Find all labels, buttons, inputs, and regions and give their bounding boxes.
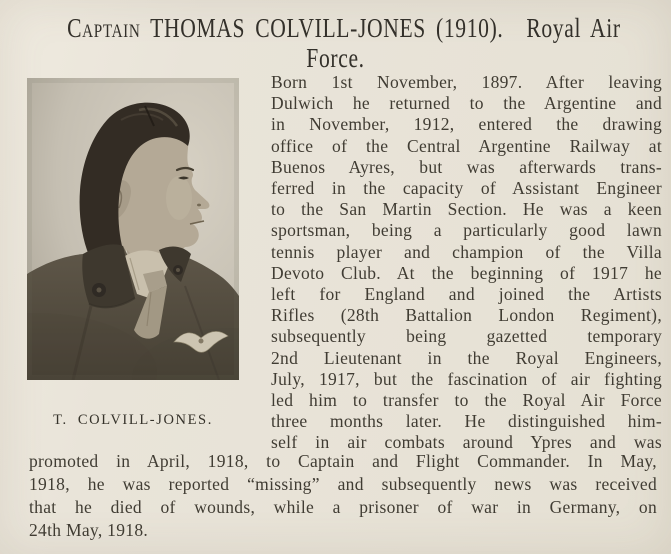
biography-column-text	[271, 72, 662, 454]
bio-column-line: to the San Martin Section. He was a keen	[271, 199, 662, 220]
bio-column-line: led him to transfer to the Royal Air Force	[271, 390, 662, 411]
bio-column-line: in November, 1912, entered the drawing	[271, 114, 662, 135]
heading-line-2	[67, 43, 604, 73]
bio-fullwidth-line: that he died of wounds, while a prisoner of war in Germany, on	[29, 497, 657, 517]
bio-column-line: left for England and joined the Artists	[271, 284, 662, 305]
nostril	[197, 204, 201, 207]
biography-fullwidth-text	[29, 450, 657, 542]
bio-column-line: Dulwich he returned to the Argentine and	[271, 93, 662, 114]
bio-column-line: subsequently being gazetted temporary	[271, 326, 662, 347]
bio-column-line: Born 1st November, 1897. After leaving	[271, 72, 662, 92]
bio-fullwidth-line: 24th May, 1918.	[29, 520, 149, 540]
bio-column-line: tennis player and champion of the Villa	[271, 241, 662, 262]
bio-fullwidth-line: 1918, he was reported “missing” and subsequently news was received	[29, 474, 657, 494]
photo-caption: T. COLVILL-JONES.	[53, 412, 213, 428]
entry-heading	[0, 13, 671, 73]
heading-rank-and-name: Captain THOMAS COLVILL-JONES (1910).	[67, 13, 504, 43]
bio-column-line: ferred in the capacity of Assistant Engineer	[271, 178, 662, 199]
collar-badge-left	[92, 283, 106, 297]
bio-column-line: Buenos Ayres, but was afterwards trans-	[271, 156, 662, 177]
bio-fullwidth-line: promoted in April, 1918, to Captain and Flight Commander. In May,	[29, 451, 657, 471]
bio-column-line: sportsman, being a particularly good lawn	[271, 220, 662, 241]
bio-column-line: July, 1917, but the fascination of air fighting	[271, 368, 662, 389]
heading-service: Royal Air	[526, 13, 621, 43]
bio-column-line: self in air combats around Ypres and was	[271, 432, 662, 453]
portrait-photo	[27, 78, 239, 380]
bio-column-line: three months later. He distinguished him-	[271, 411, 662, 432]
bio-column-line: office of the Central Argentine Railway at	[271, 135, 662, 156]
collar-badge-right	[173, 265, 183, 275]
bio-column-line: 2nd Lieutenant in the Royal Engineers,	[271, 347, 662, 368]
portrait-photo-art	[27, 78, 239, 380]
heading-service-continued: Force.	[306, 43, 365, 73]
bio-column-line: Devoto Club. At the beginning of 1917 he	[271, 262, 662, 283]
heading-line-1	[67, 13, 621, 43]
bio-column-line: Rifles (28th Battalion London Regiment),	[271, 305, 662, 326]
